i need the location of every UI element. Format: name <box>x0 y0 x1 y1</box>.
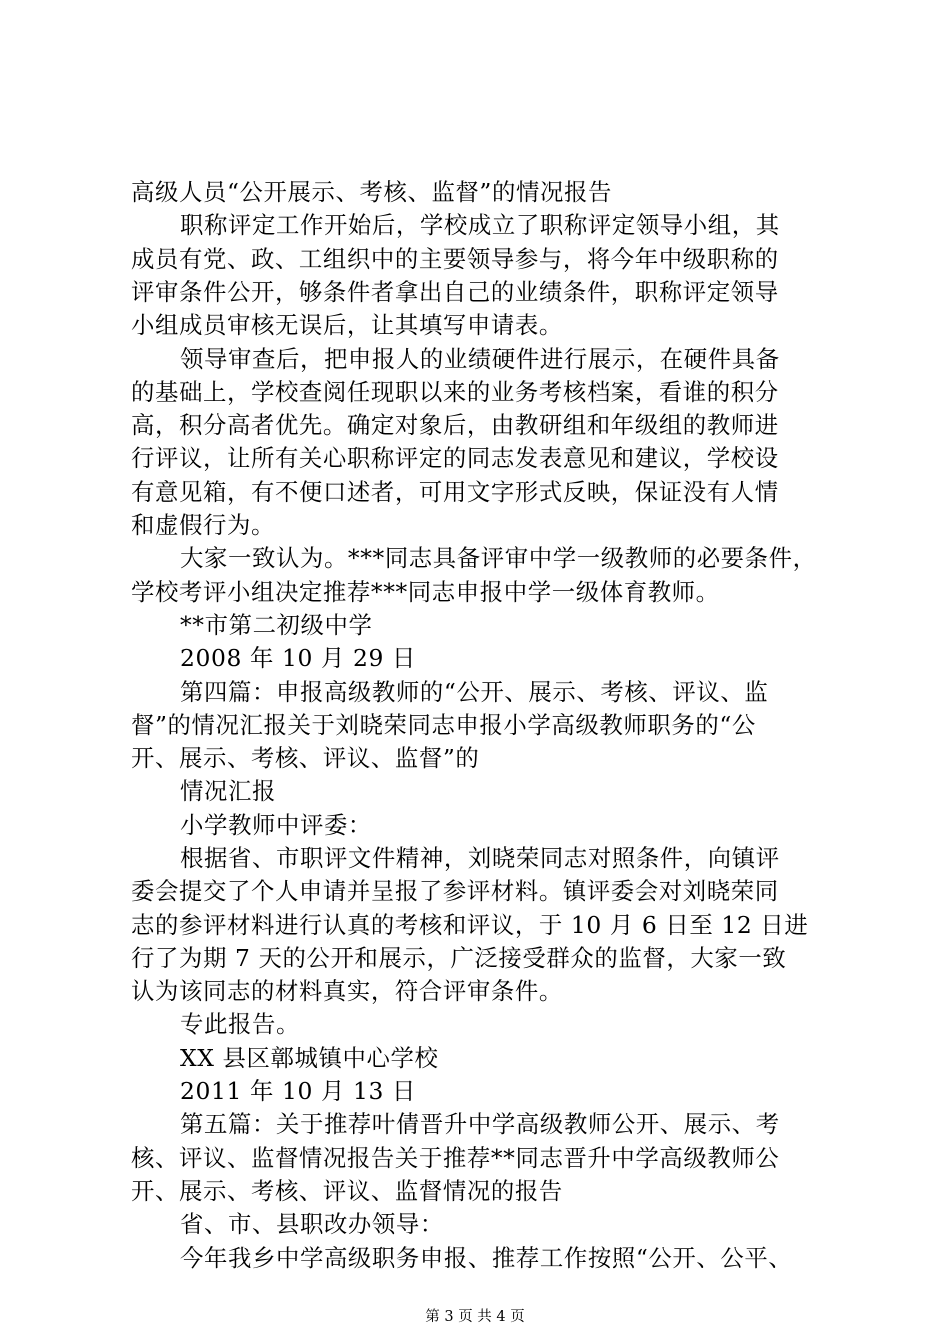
text-line-22: 委会提交了个人申请并呈报了参评材料。镇评委会对刘晓荣同 <box>131 877 779 905</box>
text-line-11: 和虚假行为。 <box>131 511 275 539</box>
text-line-33: 今年我乡中学高级职务申报、推荐工作按照“公开、公平、 <box>180 1244 793 1272</box>
text-line-14: **市第二初级中学 <box>180 611 373 639</box>
text-line-30: 核、评议、监督情况报告关于推荐**同志晋升中学高级教师公 <box>131 1144 780 1172</box>
text-line-19: 情况汇报 <box>180 777 276 805</box>
text-line-10: 有意见箱，有不便口述者，可用文字形式反映，保证没有人情 <box>131 478 779 506</box>
text-line-16: 第四篇：申报高级教师的“公开、展示、考核、评议、监 <box>180 678 769 706</box>
text-line-4: 评审条件公开，够条件者拿出自己的业绩条件，职称评定领导 <box>131 278 779 306</box>
text-line-7: 的基础上，学校查阅任现职以来的业务考核档案，看谁的积分 <box>131 378 779 406</box>
text-line-12: 大家一致认为。***同志具备评审中学一级教师的必要条件， <box>180 544 817 572</box>
text-line-32: 省、市、县职改办领导： <box>180 1210 444 1238</box>
text-line-18: 开、展示、考核、评议、监督”的 <box>131 744 480 772</box>
text-line-28: 2011 年 10 月 13 日 <box>180 1077 417 1105</box>
text-line-1: 高级人员“公开展示、考核、监督”的情况报告 <box>131 178 612 206</box>
text-line-24: 行了为期 7 天的公开和展示，广泛接受群众的监督，大家一致 <box>131 944 787 972</box>
text-line-6: 领导审查后，把申报人的业绩硬件进行展示，在硬件具备 <box>180 345 780 373</box>
text-line-21: 根据省、市职评文件精神，刘晓荣同志对照条件，向镇评 <box>180 844 780 872</box>
text-line-31: 开、展示、考核、评议、监督情况的报告 <box>131 1177 563 1205</box>
text-line-17: 督”的情况汇报关于刘晓荣同志申报小学高级教师职务的“公 <box>131 711 756 739</box>
text-line-9: 行评议，让所有关心职称评定的同志发表意见和建议，学校设 <box>131 444 779 472</box>
text-line-23: 志的参评材料进行认真的考核和评议，于 10 月 6 日至 12 日进 <box>131 911 809 939</box>
text-line-27: XX 县区鄣城镇中心学校 <box>180 1044 439 1072</box>
text-line-3: 成员有党、政、工组织中的主要领导参与，将今年中级职称的 <box>131 245 779 273</box>
text-line-26: 专此报告。 <box>180 1010 300 1038</box>
text-line-29: 第五篇：关于推荐叶倩晋升中学高级教师公开、展示、考 <box>180 1110 780 1138</box>
text-line-13: 学校考评小组决定推荐***同志申报中学一级体育教师。 <box>131 578 720 606</box>
text-line-8: 高，积分高者优先。确定对象后，由教研组和年级组的教师进 <box>131 411 779 439</box>
text-line-15: 2008 年 10 月 29 日 <box>180 644 417 672</box>
page-number-footer: 第 3 页 共 4 页 <box>425 1309 525 1325</box>
text-line-5: 小组成员审核无误后，让其填写申请表。 <box>131 311 563 339</box>
text-line-20: 小学教师中评委： <box>180 811 372 839</box>
text-line-2: 职称评定工作开始后，学校成立了职称评定领导小组，其 <box>180 211 780 239</box>
text-line-25: 认为该同志的材料真实，符合评审条件。 <box>131 977 563 1005</box>
